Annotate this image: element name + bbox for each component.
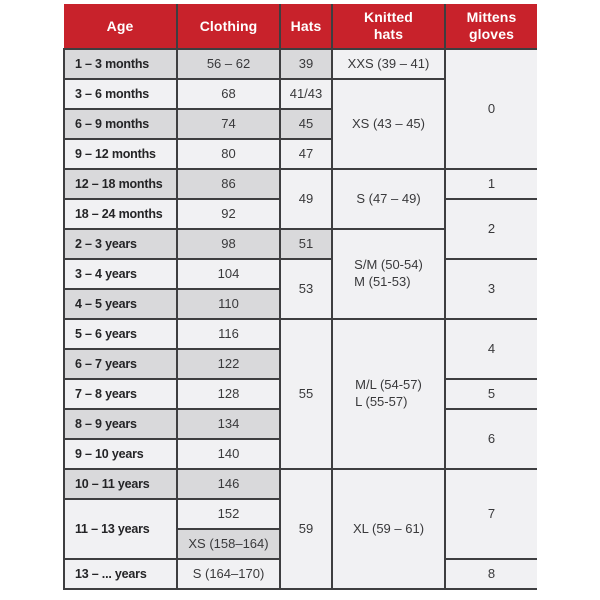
cell-age bbox=[64, 559, 177, 589]
cell-clothing bbox=[177, 559, 280, 589]
cell-age bbox=[64, 289, 177, 319]
cell-text: XS (158–164) bbox=[188, 535, 269, 551]
cell-hats bbox=[280, 169, 332, 229]
cell-clothing bbox=[177, 109, 280, 139]
cell-text: Knitted hats bbox=[364, 8, 413, 42]
cell-mittens bbox=[445, 169, 537, 199]
cell-text: 9 – 10 years bbox=[75, 447, 144, 462]
cell-hats bbox=[280, 259, 332, 319]
cell-text: 4 – 5 years bbox=[75, 297, 137, 312]
cell-knitted bbox=[332, 79, 445, 169]
cell-text: 140 bbox=[217, 445, 240, 461]
column-header-age bbox=[64, 4, 177, 49]
cell-text: 74 bbox=[221, 115, 236, 131]
cell-clothing bbox=[177, 499, 280, 529]
cell-text: 6 – 7 years bbox=[75, 357, 137, 372]
cell-clothing bbox=[177, 349, 280, 379]
cell-text: XS (43 – 45) bbox=[352, 115, 425, 131]
cell-age bbox=[64, 139, 177, 169]
table-header bbox=[64, 4, 537, 49]
cell-text: 80 bbox=[221, 145, 236, 161]
column-header-clothing bbox=[177, 4, 280, 49]
cell-text: 2 – 3 years bbox=[75, 237, 137, 252]
cell-text: 3 – 4 years bbox=[75, 267, 137, 282]
cell-clothing bbox=[177, 289, 280, 319]
cell-clothing bbox=[177, 529, 280, 559]
cell-text: 41/43 bbox=[289, 85, 323, 101]
cell-age bbox=[64, 499, 177, 559]
cell-age bbox=[64, 199, 177, 229]
cell-text: 18 – 24 months bbox=[75, 207, 163, 222]
cell-text: S (164–170) bbox=[192, 565, 265, 581]
cell-age bbox=[64, 259, 177, 289]
cell-text: 110 bbox=[218, 295, 239, 311]
cell-age bbox=[64, 409, 177, 439]
cell-text: 39 bbox=[298, 55, 314, 71]
cell-age bbox=[64, 109, 177, 139]
cell-knitted bbox=[332, 229, 445, 319]
cell-text: 9 – 12 months bbox=[75, 147, 156, 162]
cell-clothing bbox=[177, 409, 280, 439]
cell-text: 0 bbox=[487, 100, 496, 116]
cell-age bbox=[64, 49, 177, 79]
cell-clothing bbox=[177, 469, 280, 499]
cell-knitted bbox=[332, 319, 445, 469]
cell-text: 51 bbox=[298, 235, 314, 251]
cell-hats bbox=[280, 139, 332, 169]
cell-mittens bbox=[445, 409, 537, 469]
column-header-mittens bbox=[445, 4, 537, 49]
cell-mittens bbox=[445, 379, 537, 409]
size-table bbox=[63, 4, 537, 590]
cell-text: 49 bbox=[298, 190, 314, 206]
cell-text: 134 bbox=[217, 415, 240, 431]
cell-mittens bbox=[445, 469, 537, 559]
cell-text: 116 bbox=[218, 325, 239, 341]
cell-text: 10 – 11 years bbox=[75, 477, 150, 492]
cell-age bbox=[64, 79, 177, 109]
cell-text: 3 bbox=[487, 280, 496, 296]
cell-hats bbox=[280, 469, 332, 589]
cell-mittens bbox=[445, 559, 537, 589]
cell-text: 45 bbox=[298, 115, 314, 131]
cell-clothing bbox=[177, 259, 280, 289]
cell-text: 59 bbox=[298, 520, 314, 536]
table-row bbox=[64, 259, 537, 289]
cell-age bbox=[64, 379, 177, 409]
cell-text: 2 bbox=[487, 220, 496, 236]
cell-text: 8 – 9 years bbox=[75, 417, 137, 432]
cell-clothing bbox=[177, 379, 280, 409]
cell-text: 8 bbox=[487, 565, 496, 581]
cell-hats bbox=[280, 319, 332, 469]
cell-knitted bbox=[332, 169, 445, 229]
cell-mittens bbox=[445, 199, 537, 259]
column-header-hats bbox=[280, 4, 332, 49]
cell-text: 92 bbox=[221, 205, 236, 221]
cell-text: 6 – 9 months bbox=[75, 117, 150, 132]
cell-hats bbox=[280, 79, 332, 109]
cell-clothing bbox=[177, 169, 280, 199]
cell-text: 11 – 13 years bbox=[75, 522, 150, 537]
cell-age bbox=[64, 319, 177, 349]
cell-text: Clothing bbox=[199, 17, 258, 34]
cell-text: Hats bbox=[290, 17, 322, 34]
table-row bbox=[64, 169, 537, 199]
cell-text: 86 bbox=[221, 175, 236, 191]
table-body bbox=[64, 49, 537, 589]
cell-text: Mittens gloves bbox=[466, 8, 517, 42]
cell-mittens bbox=[445, 319, 537, 379]
cell-knitted bbox=[332, 49, 445, 79]
cell-text: 68 bbox=[221, 85, 236, 101]
cell-text: Age bbox=[106, 17, 134, 34]
table-row bbox=[64, 49, 537, 79]
table-row bbox=[64, 319, 537, 349]
cell-text: M/L (54-57) L (55-57) bbox=[355, 377, 422, 409]
cell-hats bbox=[280, 109, 332, 139]
cell-text: 122 bbox=[217, 355, 240, 371]
cell-text: 5 bbox=[487, 385, 496, 401]
cell-text: 104 bbox=[217, 265, 240, 281]
cell-clothing bbox=[177, 439, 280, 469]
cell-text: 1 – 3 months bbox=[75, 57, 150, 72]
cell-text: XL (59 – 61) bbox=[352, 520, 425, 536]
cell-text: 55 bbox=[298, 385, 314, 401]
cell-text: 1 bbox=[487, 175, 496, 191]
cell-age bbox=[64, 349, 177, 379]
cell-text: 6 bbox=[487, 430, 496, 446]
cell-age bbox=[64, 229, 177, 259]
cell-text: 152 bbox=[217, 505, 240, 521]
cell-hats bbox=[280, 49, 332, 79]
cell-knitted bbox=[332, 469, 445, 589]
cell-clothing bbox=[177, 139, 280, 169]
cell-text: 5 – 6 years bbox=[75, 327, 137, 342]
cell-text: 53 bbox=[298, 280, 314, 296]
cell-text: 98 bbox=[221, 235, 236, 251]
cell-age bbox=[64, 439, 177, 469]
table-row bbox=[64, 469, 537, 499]
cell-text: 12 – 18 months bbox=[75, 177, 163, 192]
cell-hats bbox=[280, 229, 332, 259]
cell-text: 13 – ... years bbox=[75, 567, 147, 582]
cell-text: 3 – 6 months bbox=[75, 87, 150, 102]
cell-text: S (47 – 49) bbox=[356, 190, 421, 206]
cell-text: 7 bbox=[487, 505, 496, 521]
cell-clothing bbox=[177, 79, 280, 109]
cell-age bbox=[64, 469, 177, 499]
cell-text: 7 – 8 years bbox=[75, 387, 137, 402]
cell-mittens bbox=[445, 259, 537, 319]
column-header-knitted bbox=[332, 4, 445, 49]
cell-text: 47 bbox=[298, 145, 314, 161]
cell-clothing bbox=[177, 229, 280, 259]
cell-clothing bbox=[177, 199, 280, 229]
cell-text: 56 – 62 bbox=[206, 55, 251, 71]
cell-clothing bbox=[177, 49, 280, 79]
cell-text: 146 bbox=[217, 475, 240, 491]
cell-text: XXS (39 – 41) bbox=[347, 55, 430, 71]
cell-text: S/M (50-54) M (51-53) bbox=[354, 257, 423, 289]
cell-text: 4 bbox=[487, 340, 496, 356]
cell-clothing bbox=[177, 319, 280, 349]
cell-text: 128 bbox=[217, 385, 240, 401]
header-row bbox=[64, 4, 537, 49]
cell-mittens bbox=[445, 49, 537, 169]
cell-age bbox=[64, 169, 177, 199]
